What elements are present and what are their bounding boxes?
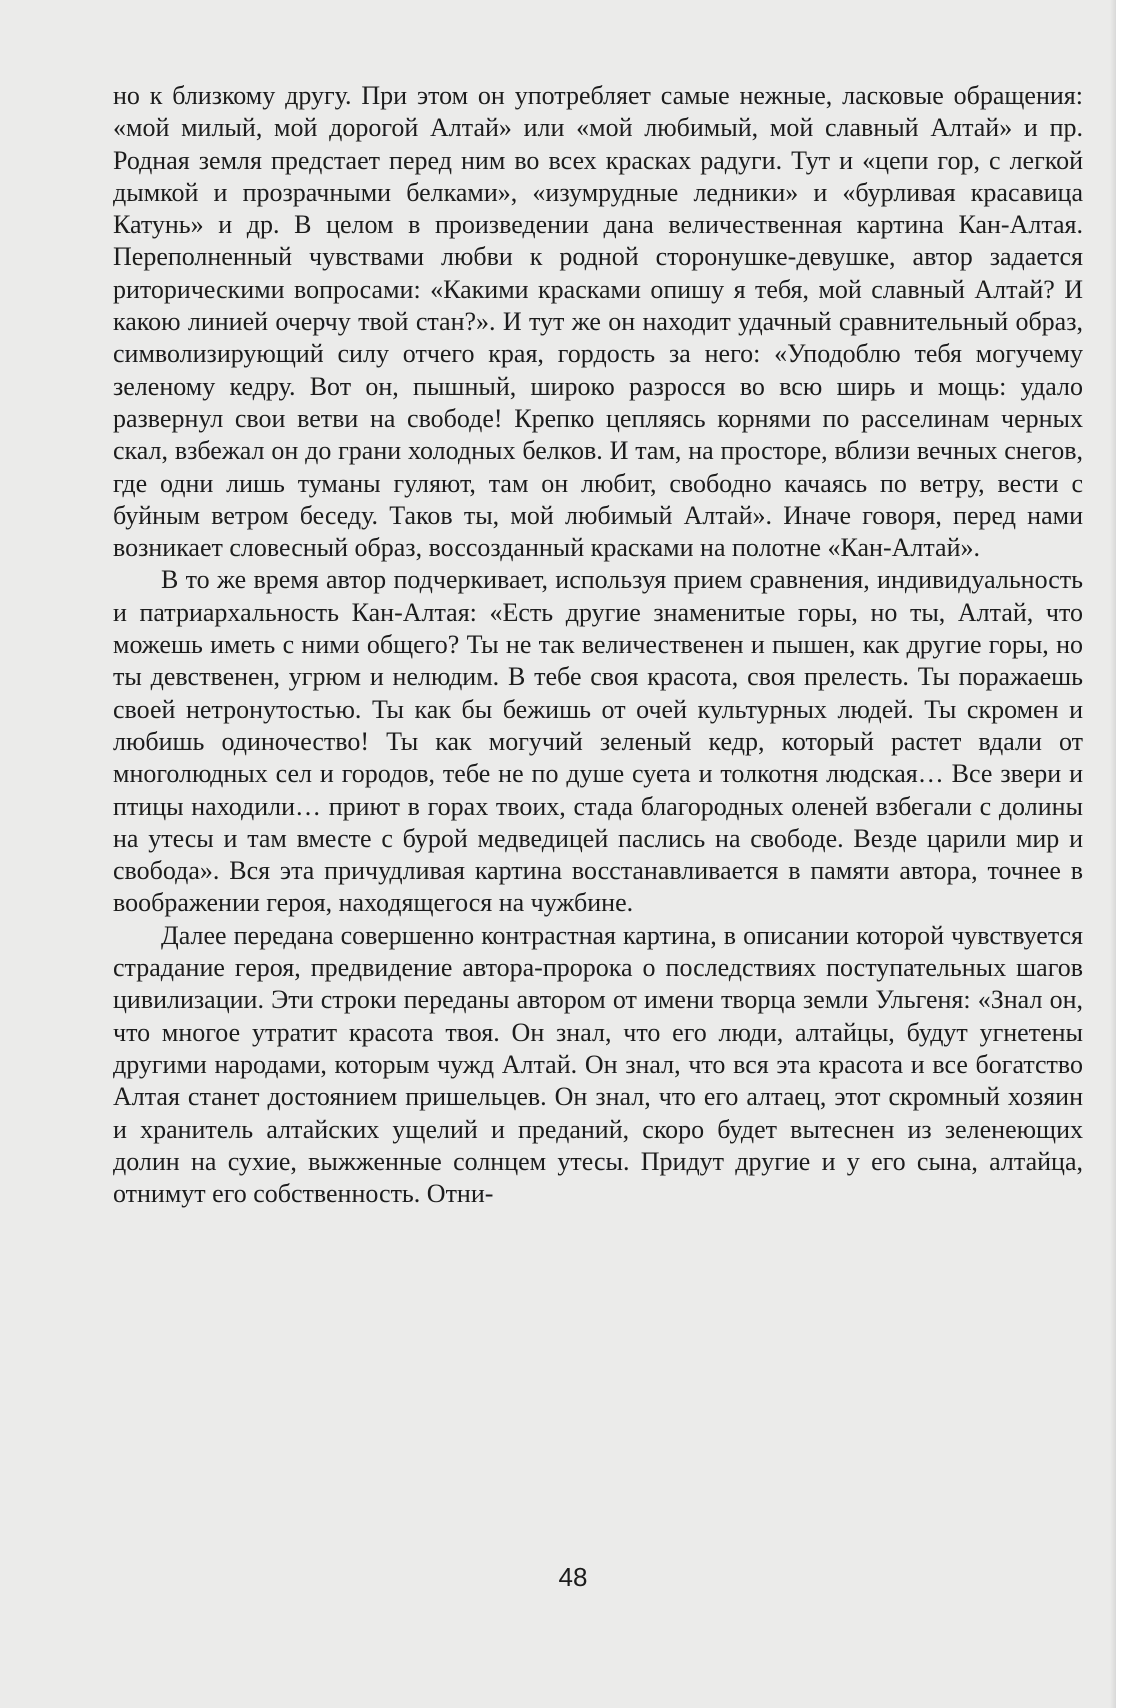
paragraph-1: но к близкому другу. При этом он употребляет самые нежные, ласковые обращения: «мой милый, мой дорогой Алтай» или «мой любимый, мой славный Алтай» и пр. Родная земля предстает перед ним во всех красках радуги. Тут и «цепи гор, с легкой дымкой и прозрачными белками», «изумрудные ледники» и «бурливая красавица Катунь» и др. В целом в произведении дана величественная картина Кан-Алтая. Переполненный чувствами любви к родной сторонушке-девушке, автор задается риторическими вопросами: «Какими красками опишу я тебя, мой славный Алтай? И какою линией очерчу твой стан?». И тут же он находит удачный сравнительный образ, символизирующий силу отчего края, гордость за него: «Уподоблю тебя могучему зеленому кедру. Вот он, пышный, широко разросся во всю ширь и мощь: удало развернул свои ветви на свободе! Крепко цепляясь корнями по расселинам черных скал, взбежал он до грани холодных белков. И там, на просторе, вблизи вечных снегов, где одни лишь туманы гуляют, там он любит, свободно качаясь по ветру, вести с буйным ветром беседу. Таков ты, мой любимый Алтай». Иначе говоря, перед нами возникает словесный образ, воссозданный красками на полотне «Кан-Алтай». <box>113 81 1083 563</box>
page-number: 48 <box>558 1562 588 1592</box>
scan-margin <box>1116 0 1146 1708</box>
paragraph-3: Далее передана совершенно контрастная картина, в описании которой чувствуется страдание героя, предвидение автора-пророка о последствиях поступательных шагов цивилизации. Эти строки переданы автором от имени творца земли Ульгеня: «Знал он, что многое утратит красота твоя. Он знал, что его люди, алтайцы, будут угнетены другими народами, которым чужд Алтай. Он знал, что вся эта красота и все богатство Алтая станет достоянием пришельцев. Он знал, что его алтаец, этот скромный хозяин и хранитель алтайских ущелий и преданий, скоро будет вытеснен из зеленеющих долин на сухие, выжженные солнцем утесы. Придут другие и у его сына, алтайца, отнимут его собственность. Отни- <box>113 920 1083 1209</box>
body-text <box>113 80 1083 1210</box>
paragraph-2: В то же время автор подчеркивает, используя прием сравнения, индивидуальность и патриархальность Кан-Алтая: «Есть другие знаменитые горы, но ты, Алтай, что можешь иметь с ними общего? Ты не так величественен и пышен, как другие горы, но ты девственен, угрюм и нелюдим. В тебе своя красота, своя прелесть. Ты поражаешь своей нетронутостью. Ты как бы бежишь от очей культурных людей. Ты скромен и любишь одиночество! Ты как могучий зеленый кедр, который растет вдали от многолюдных сел и городов, тебе не по душе суета и толкотня людская… Все звери и птицы находили… приют в горах твоих, стада благородных оленей взбегали с долины на утесы и там вместе с бурой медведицей паслись на свободе. Везде царили мир и свобода». Вся эта причудливая картина восстанавливается в памяти автора, точнее в воображении героя, находящегося на чужбине. <box>113 565 1083 918</box>
